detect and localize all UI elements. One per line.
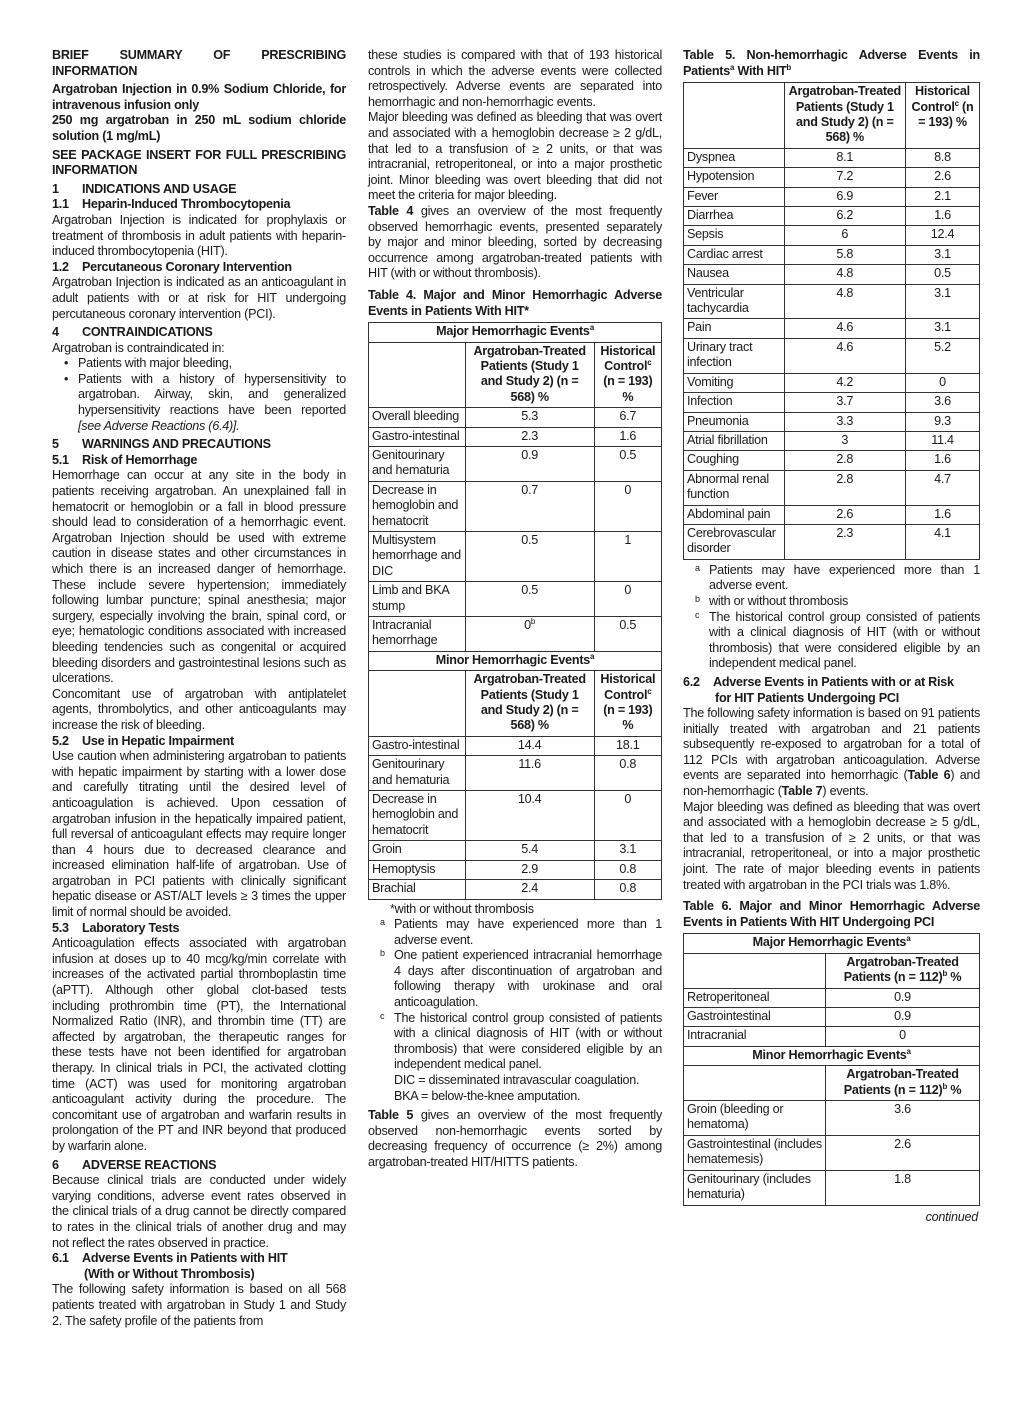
- footnote-bka: BKA = below-the-knee amputation.: [394, 1088, 581, 1103]
- footnote-b: b with or without thrombosis: [695, 593, 849, 608]
- event-cell: Overall bleeding: [369, 408, 466, 427]
- value-cell: 0.5: [594, 446, 661, 481]
- major-events-header: Major Hemorrhagic Events$^a$: [684, 934, 980, 953]
- event-cell: Infection: [684, 393, 785, 412]
- minor-events-header: Minor Hemorrhagic Events$^a$: [684, 1046, 980, 1065]
- value-cell: 4.1: [905, 524, 979, 559]
- table-row: [369, 617, 662, 652]
- table-row: [369, 841, 662, 860]
- event-cell: Decrease in hemoglobin and hematocrit: [369, 791, 466, 841]
- event-cell: Nausea: [684, 265, 785, 284]
- section-6-2-heading-2: for HIT Patients Undergoing PCI: [715, 690, 899, 705]
- value-cell: 8.8: [905, 148, 979, 167]
- value-cell: 0.5: [594, 617, 661, 652]
- section-6-1-text: The following safety information is based on all 568 patients treated with argatroban in Study 1 and Study 2. The safety profile of the patients from: [52, 1282, 346, 1328]
- event-cell: Abnormal renal function: [684, 470, 785, 505]
- table-row: [684, 207, 980, 226]
- table-row: [684, 1101, 980, 1136]
- table-row: [684, 226, 980, 245]
- event-cell: Cerebrovascular disorder: [684, 524, 785, 559]
- value-cell: 4.6: [784, 319, 905, 338]
- value-cell: 12.4: [905, 226, 979, 245]
- product-strength: 250 mg argatroban in 250 mL sodium chloride solution (1 mg/mL): [52, 113, 346, 143]
- event-cell: Atrial fibrillation: [684, 431, 785, 450]
- section-6-text: Because clinical trials are conducted under widely varying conditions, adverse event rates observed in the clinical trials of a drug cannot be directly compared to rates in the clinical trials of another drug and may not reflect the rates observed in practice.: [52, 1173, 346, 1250]
- table-row: [369, 481, 662, 531]
- continued-label: continued: [925, 1209, 978, 1224]
- value-cell: 4.6: [784, 338, 905, 373]
- section-5-1-text-2: Concomitant use of argatroban with antiplatelet agents, thrombolytics, and other anticoagulants may increase the risk of bleeding.: [52, 686, 346, 732]
- section-6-2-text-2: Major bleeding was defined as bleeding that was overt and associated with a hemoglobin decrease ≥ 5 g/dL, that led to a transfusion of ≥ 2 units, or that was intracranial, retroperitoneal, or into a major prosthetic joint. The rate of major bleeding events in patients treated with argatroban in the PCI trials was 1.8%.: [683, 799, 980, 892]
- footnote-c: c The historical control group consisted of patients with a clinical diagnosis of HIT (with or without thrombosis) that were considered eligible by an independent medical panel.: [380, 1010, 662, 1072]
- list-item: • Patients with major bleeding,: [52, 356, 346, 372]
- section-6-2-heading: 6.2 Adverse Events in Patients with or at Risk: [683, 674, 954, 689]
- value-cell: 3.6: [826, 1101, 980, 1136]
- table-row: [684, 470, 980, 505]
- event-cell: Ventricular tachycardia: [684, 284, 785, 319]
- event-cell: Gastro-intestinal: [369, 427, 466, 446]
- section-5-3-text: Anticoagulation effects associated with argatroban infusion at doses up to 40 mcg/kg/min correlate with increases of the activated partial thromboplastin time (aPTT). Although other global clot-based tests including prothrombin time (PT), the International Normalized Ratio (INR), and thrombin time (TT) are affected by argatroban, the therapeutic ranges for these tests have not been identified for argatroban therapy. In clinical trials in PCI, the activated clotting time (ACT) was used for monitoring argatroban anticoagulant activity during the procedure. The concomitant use of argatroban and warfarin results in prolongation of the PT and INR beyond that produced by warfarin alone.: [52, 936, 346, 1153]
- historical-column-header: Historical Control$^c$ (n = 193) %: [905, 83, 979, 149]
- value-cell: 3.7: [784, 393, 905, 412]
- section-4-intro: Argatroban is contraindicated in:: [52, 340, 225, 355]
- table-5-footnotes: [683, 563, 980, 672]
- event-cell: Coughing: [684, 451, 785, 470]
- table-6: [683, 933, 980, 1205]
- value-cell: 4.7: [905, 470, 979, 505]
- value-cell: 11.4: [905, 431, 979, 450]
- event-cell: Vomiting: [684, 373, 785, 392]
- table-row: [684, 1135, 980, 1170]
- value-cell: 6.7: [594, 408, 661, 427]
- value-cell: 3.3: [784, 412, 905, 431]
- section-5-1-heading: 5.1 Risk of Hemorrhage: [52, 452, 198, 467]
- table-4-footnotes: [368, 902, 662, 1105]
- event-cell: Multisystem hemorrhage and DIC: [369, 531, 466, 581]
- section-6-heading: 6 ADVERSE REACTIONS: [52, 1157, 217, 1172]
- value-cell: 2.6: [905, 168, 979, 187]
- list-item: • Patients with a history of hypersensitivity to argatroban. Airway, skin, and generalized hypersensitivity reactions have been reported [see Adverse Reactions (6.4)].: [52, 372, 346, 434]
- column-2: [368, 48, 662, 1171]
- body-text: Table 4 gives an overview of the most frequently observed hemorrhagic events, presented separately by major and minor bleeding, sorted by decreasing occurrence among argatroban-treated patients with HIT (with or without thrombosis).: [368, 203, 663, 281]
- value-cell: 2.3: [465, 427, 594, 446]
- event-cell: Gastrointestinal: [684, 1008, 826, 1027]
- value-cell: 1.6: [905, 207, 979, 226]
- value-cell: 2.9: [465, 860, 594, 879]
- document-page: [52, 48, 980, 1378]
- footnote-a: a Patients may have experienced more than 1 adverse event.: [380, 917, 662, 947]
- event-cell: Cardiac arrest: [684, 245, 785, 264]
- value-cell: 3.1: [905, 319, 979, 338]
- value-cell: 1.8: [826, 1170, 980, 1205]
- event-cell: Groin: [369, 841, 466, 860]
- value-cell: 0: [594, 791, 661, 841]
- table-row: [369, 860, 662, 879]
- event-cell: Genitourinary (includes hematuria): [684, 1170, 826, 1205]
- value-cell: 11.6: [465, 756, 594, 791]
- value-cell: 7.2: [784, 168, 905, 187]
- value-cell: 0: [594, 582, 661, 617]
- event-cell: Decrease in hemoglobin and hematocrit: [369, 481, 466, 531]
- footnote-a: a Patients may have experienced more than 1 adverse event.: [695, 562, 980, 593]
- value-cell: 0: [905, 373, 979, 392]
- table-row: [369, 427, 662, 446]
- value-cell: 0.8: [594, 756, 661, 791]
- table-row: [684, 319, 980, 338]
- major-events-header: Major Hemorrhagic Events$^a$: [369, 323, 662, 342]
- value-cell: 2.6: [826, 1135, 980, 1170]
- section-5-2-text: Use caution when administering argatroban to patients with hepatic impairment by starting with a lower dose and carefully titrating until the desired level of anticoagulation is achieved. Upon cessation of argatroban infusion in the hepatically impaired patient, full reversal of anticoagulant effects may require longer than 4 hours due to decreased clearance and increased elimination half-life of argatroban. Use of argatroban in PCI patients with clinically significant hepatic disease or AST/ALT levels ≥ 3 times the upper limit of normal should be avoided.: [52, 749, 346, 920]
- brief-summary-heading: BRIEF SUMMARY OF PRESCRIBING INFORMATION: [52, 48, 346, 78]
- value-cell: 2.6: [784, 505, 905, 524]
- value-cell: 2.8: [784, 470, 905, 505]
- value-cell: 0.5: [465, 582, 594, 617]
- section-1-2-heading: 1.2 Percutaneous Coronary Intervention: [52, 259, 292, 274]
- table-4-caption: Table 4. Major and Minor Hemorrhagic Adverse Events in Patients With HIT*: [368, 287, 662, 318]
- value-cell: 0.8: [594, 860, 661, 879]
- section-6-1-heading-2: (With or Without Thrombosis): [84, 1266, 255, 1281]
- table-5-caption: Table 5. Non-hemorrhagic Adverse Events in Patients$^a$ With HIT$^b$: [683, 48, 980, 78]
- value-cell: 0.9: [826, 1008, 980, 1027]
- table-row: [684, 393, 980, 412]
- section-5-heading: 5 WARNINGS AND PRECAUTIONS: [52, 437, 271, 452]
- argatroban-column-header: Argatroban-Treated Patients (Study 1 and Study 2) (n = 568) %: [784, 83, 905, 149]
- historical-column-header: Historical Control$^c$ (n = 193) %: [594, 671, 661, 737]
- event-cell: Retroperitoneal: [684, 988, 826, 1007]
- body-text: Major bleeding was defined as bleeding that was overt and associated with a hemoglobin decrease ≥ 2 g/dL, that led to a transfusion of ≥ 2 units, or that was intracranial, retroperitoneal, or into a major prosthetic joint. Minor bleeding was overt bleeding that did not meet the criteria for major bleeding.: [368, 110, 662, 203]
- column-3: [683, 48, 980, 1225]
- table-row: [684, 431, 980, 450]
- value-cell: 5.4: [465, 841, 594, 860]
- argatroban-column-header: Argatroban-Treated Patients (Study 1 and Study 2) (n = 568) %: [465, 342, 594, 408]
- table-row: [684, 168, 980, 187]
- value-cell: 0: [826, 1027, 980, 1046]
- argatroban-column-header: Argatroban-Treated Patients (n = 112)$^b$ %: [826, 953, 980, 988]
- table-6-caption: Table 6. Major and Minor Hemorrhagic Adverse Events in Patients With HIT Undergoing PCI: [683, 899, 980, 929]
- value-cell: 4.2: [784, 373, 905, 392]
- value-cell: 2.3: [784, 524, 905, 559]
- value-cell: 0.5: [905, 265, 979, 284]
- value-cell: 6: [784, 226, 905, 245]
- table-row: [684, 412, 980, 431]
- value-cell: 4.8: [784, 284, 905, 319]
- section-1-1-heading: 1.1 Heparin-Induced Thrombocytopenia: [52, 197, 291, 212]
- event-cell: Dyspnea: [684, 148, 785, 167]
- section-1-heading: 1 INDICATIONS AND USAGE: [52, 181, 237, 196]
- value-cell: 2.4: [465, 880, 594, 899]
- value-cell: 2.1: [905, 187, 979, 206]
- section-6-2-text: The following safety information is based on 91 patients initially treated with argatroban and 21 patients subsequently re-exposed to argatroban for a total of 112 PCIs with argatroban anticoagulation. Adverse events are separated into hemorrhagic (Table 6) and non-hemorrhagic (Table 7) events.: [683, 706, 980, 799]
- table-row: [684, 245, 980, 264]
- table-row: [369, 756, 662, 791]
- event-cell: Brachial: [369, 880, 466, 899]
- body-text: Table 5 gives an overview of the most frequently observed non-hemorrhagic events sorted by decreasing frequency of occurrence (≥ 2%) among argatroban-treated HIT/HITTS patients.: [368, 1108, 663, 1169]
- value-cell: 8.1: [784, 148, 905, 167]
- value-cell: 0.9: [465, 446, 594, 481]
- event-cell: Intracranial: [684, 1027, 826, 1046]
- argatroban-column-header: Argatroban-Treated Patients (n = 112)$^b$ %: [826, 1066, 980, 1101]
- value-cell: 1: [594, 531, 661, 581]
- argatroban-column-header: Argatroban-Treated Patients (Study 1 and Study 2) (n = 568) %: [465, 671, 594, 737]
- section-5-1-text: Hemorrhage can occur at any site in the body in patients receiving argatroban. An unexplained fall in hematocrit or hemoglobin or a fall in blood pressure should lead to consideration of a hemorrhagic event. Argatroban Injection should be used with extreme caution in disease states and other circumstances in which there is an increased danger of hemorrhage. These include severe hypertension; immediately following lumbar puncture; spinal anesthesia; major surgery, especially involving the brain, spinal cord, or eye; hematologic conditions associated with increased bleeding tendencies such as congenital or acquired bleeding disorders and gastrointestinal lesions such as ulcerations.: [52, 468, 346, 686]
- event-cell: Diarrhea: [684, 207, 785, 226]
- column-1: [52, 48, 346, 1329]
- value-cell: 3.1: [905, 284, 979, 319]
- table-row: [684, 1170, 980, 1205]
- event-cell: Intracranial hemorrhage: [369, 617, 466, 652]
- contraindications-list: [52, 356, 346, 434]
- section-1-1-text: Argatroban Injection is indicated for prophylaxis or treatment of thrombosis in adult patients with heparin-induced thrombocytopenia (HIT).: [52, 212, 346, 259]
- section-1-2-text: Argatroban Injection is indicated as an anticoagulant in adult patients with or at risk for HIT undergoing percutaneous coronary intervention (PCI).: [52, 275, 346, 321]
- event-cell: Urinary tract infection: [684, 338, 785, 373]
- section-5-2-heading: 5.2 Use in Hepatic Impairment: [52, 733, 234, 748]
- event-cell: Groin (bleeding or hematoma): [684, 1101, 826, 1136]
- value-cell: 4.8: [784, 265, 905, 284]
- value-cell: 0.5: [465, 531, 594, 581]
- table-row: [684, 148, 980, 167]
- table-row: [684, 505, 980, 524]
- value-cell: 0.9: [826, 988, 980, 1007]
- value-cell: 0.8: [594, 880, 661, 899]
- value-cell: 0.7: [465, 481, 594, 531]
- event-cell: Pneumonia: [684, 412, 785, 431]
- table-5: [683, 82, 980, 560]
- table-row: [684, 524, 980, 559]
- product-name: Argatroban Injection in 0.9% Sodium Chloride, for intravenous infusion only: [52, 82, 346, 112]
- value-cell: 0$^b$: [465, 617, 594, 652]
- footnote-star: *with or without thrombosis: [390, 901, 534, 916]
- table-row: [684, 338, 980, 373]
- table-row: [684, 1027, 980, 1046]
- value-cell: 14.4: [465, 736, 594, 755]
- event-cell: Abdominal pain: [684, 505, 785, 524]
- value-cell: 3.1: [594, 841, 661, 860]
- table-row: [684, 284, 980, 319]
- table-row: [684, 451, 980, 470]
- table-row: [684, 1008, 980, 1027]
- body-text: these studies is compared with that of 193 historical controls in which the adverse events were collected retrospectively. Adverse events are separated into hemorrhagic and non-hemorrhagic events.: [368, 48, 662, 109]
- table-row: [369, 408, 662, 427]
- see-package-insert: SEE PACKAGE INSERT FOR FULL PRESCRIBING INFORMATION: [52, 147, 346, 178]
- event-cell: Hemoptysis: [369, 860, 466, 879]
- table-4: [368, 322, 662, 899]
- minor-events-header: Minor Hemorrhagic Events$^a$: [369, 651, 662, 670]
- value-cell: 6.9: [784, 187, 905, 206]
- value-cell: 2.8: [784, 451, 905, 470]
- event-cell: Pain: [684, 319, 785, 338]
- value-cell: 0: [594, 481, 661, 531]
- table-row: [684, 988, 980, 1007]
- section-6-1-heading: 6.1 Adverse Events in Patients with HIT: [52, 1251, 288, 1266]
- footnote-c: c The historical control group consisted of patients with a clinical diagnosis of HIT (with or without thrombosis) that were considered eligible by an independent medical panel.: [695, 609, 980, 671]
- section-5-3-heading: 5.3 Laboratory Tests: [52, 920, 180, 935]
- historical-column-header: Historical Control$^c$ (n = 193) %: [594, 342, 661, 408]
- table-row: [369, 531, 662, 581]
- table-row: [369, 582, 662, 617]
- event-cell: Genitourinary and hematuria: [369, 756, 466, 791]
- value-cell: 3.6: [905, 393, 979, 412]
- table-row: [369, 736, 662, 755]
- value-cell: 5.8: [784, 245, 905, 264]
- value-cell: 1.6: [594, 427, 661, 446]
- event-cell: Gastro-intestinal: [369, 736, 466, 755]
- value-cell: 10.4: [465, 791, 594, 841]
- event-cell: Fever: [684, 187, 785, 206]
- value-cell: 3.1: [905, 245, 979, 264]
- value-cell: 9.3: [905, 412, 979, 431]
- table-row: [369, 446, 662, 481]
- section-4-heading: 4 CONTRAINDICATIONS: [52, 325, 213, 340]
- value-cell: 5.2: [905, 338, 979, 373]
- table-row: [369, 880, 662, 899]
- event-cell: Genitourinary and hematuria: [369, 446, 466, 481]
- table-row: [369, 791, 662, 841]
- value-cell: 3: [784, 431, 905, 450]
- event-cell: Gastrointestinal (includes hematemesis): [684, 1135, 826, 1170]
- table-row: [684, 373, 980, 392]
- value-cell: 6.2: [784, 207, 905, 226]
- footnote-dic: DIC = disseminated intravascular coagulation.: [394, 1073, 640, 1088]
- footnote-b: b One patient experienced intracranial hemorrhage 4 days after discontinuation of argatroban and following therapy with urokinase and oral anticoagulation.: [380, 948, 662, 1010]
- table-row: [684, 187, 980, 206]
- value-cell: 5.3: [465, 408, 594, 427]
- value-cell: 1.6: [905, 451, 979, 470]
- value-cell: 18.1: [594, 736, 661, 755]
- event-cell: Limb and BKA stump: [369, 582, 466, 617]
- event-cell: Sepsis: [684, 226, 785, 245]
- table-row: [684, 265, 980, 284]
- event-cell: Hypotension: [684, 168, 785, 187]
- value-cell: 1.6: [905, 505, 979, 524]
